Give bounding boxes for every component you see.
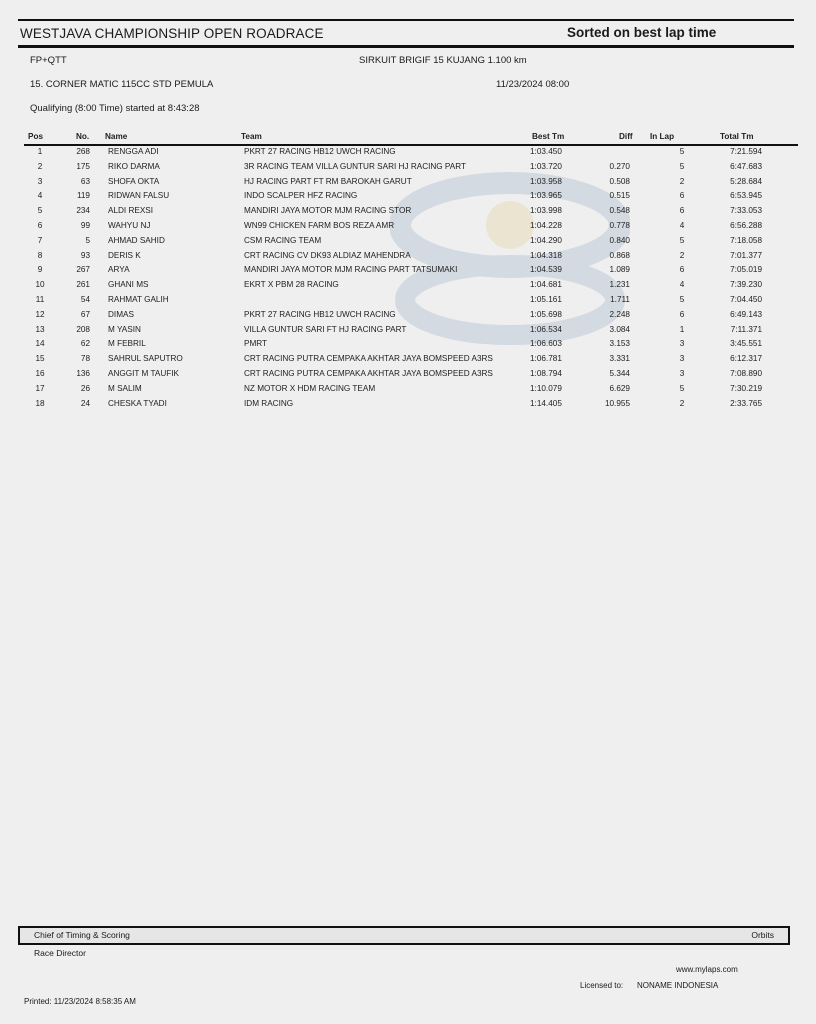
total-time: 7:39.230: [730, 280, 762, 290]
row-pos: 10: [35, 280, 45, 290]
table-row: [0, 399, 816, 414]
in-lap: 5: [679, 147, 685, 156]
rider-name: RAHMAT GALIH: [108, 295, 169, 304]
table-row: [0, 162, 816, 177]
row-number: 99: [80, 221, 90, 230]
best-time: 1:05.161: [530, 295, 562, 304]
gap-diff: 0.868: [609, 250, 630, 260]
rider-name: DIMAS: [108, 309, 134, 319]
row-pos: 16: [35, 369, 45, 378]
team-name: IDM RACING: [244, 398, 294, 408]
row-number: 67: [80, 309, 90, 319]
gap-diff: 3.331: [609, 354, 630, 364]
header-diff: Diff: [619, 132, 633, 141]
in-lap: 6: [679, 191, 685, 201]
rider-name: M FEBRIL: [108, 339, 146, 349]
header-no: No.: [76, 132, 90, 141]
row-pos: 1: [37, 147, 43, 156]
row-number: 208: [76, 324, 90, 334]
in-lap: 2: [679, 250, 685, 260]
gap-diff: 1.089: [609, 265, 630, 275]
total-time: 7:21.594: [730, 147, 762, 156]
team-name: NZ MOTOR X HDM RACING TEAM: [244, 383, 376, 393]
rider-name: ALDI REXSI: [108, 206, 154, 216]
in-lap: 3: [679, 339, 685, 349]
team-name: CRT RACING CV DK93 ALDIAZ MAHENDRA: [244, 250, 411, 260]
row-number: 26: [80, 383, 90, 393]
best-time: 1:04.681: [530, 280, 562, 290]
best-time: 1:14.405: [530, 398, 562, 408]
best-time: 1:03.720: [530, 161, 562, 171]
in-lap: 1: [679, 324, 685, 334]
table-row: [0, 354, 816, 369]
team-name: WN99 CHICKEN FARM BOS REZA AMR: [244, 221, 395, 230]
gap-diff: 0.508: [609, 176, 630, 186]
gap-diff: 10.955: [604, 398, 630, 408]
row-number: 78: [80, 354, 90, 364]
row-pos: 8: [37, 250, 43, 260]
gap-diff: 0.270: [609, 161, 630, 171]
rider-name: SHOFA OKTA: [108, 176, 160, 186]
gap-diff: 0.515: [609, 191, 630, 201]
team-name: CSM RACING TEAM: [244, 235, 322, 245]
in-lap: 5: [679, 235, 685, 245]
team-name: MANDIRI JAYA MOTOR MJM RACING STOR: [244, 206, 412, 216]
row-number: 119: [76, 191, 90, 201]
table-row: [0, 369, 816, 384]
total-time: 3:45.551: [730, 339, 762, 349]
row-number: 175: [76, 161, 90, 171]
table-row: [0, 339, 816, 354]
chief-of-timing-label: Chief of Timing & Scoring: [34, 930, 130, 940]
gap-diff: 1.231: [609, 280, 630, 290]
licensee-name: NONAME INDONESIA: [637, 981, 719, 990]
in-lap: 2: [679, 176, 685, 186]
table-row: [0, 236, 816, 251]
table-row: [0, 310, 816, 325]
header-rule: [24, 144, 798, 146]
row-number: 93: [80, 250, 90, 260]
header-name: Name: [105, 132, 128, 141]
team-name: CRT RACING PUTRA CEMPAKA AKHTAR JAYA BOMSPEED A3RS: [244, 369, 493, 378]
gap-diff: 0.840: [609, 235, 630, 245]
rider-name: RIKO DARMA: [108, 161, 160, 171]
gap-diff: 3.153: [609, 339, 630, 349]
row-pos: 3: [37, 176, 43, 186]
row-number: 261: [76, 280, 90, 290]
session-type: FP+QTT: [30, 55, 67, 66]
row-number: 63: [80, 176, 90, 186]
row-pos: 12: [35, 309, 45, 319]
best-time: 1:04.318: [530, 250, 562, 260]
total-time: 7:01.377: [730, 250, 762, 260]
in-lap: 5: [679, 383, 685, 393]
total-time: 6:56.288: [730, 221, 762, 230]
total-time: 6:47.683: [730, 161, 762, 171]
rider-name: ANGGIT M TAUFIK: [108, 369, 179, 378]
rider-name: ARYA: [108, 265, 130, 275]
header-best: Best Tm: [532, 132, 565, 141]
team-name: 3R RACING TEAM VILLA GUNTUR SARI HJ RACING PART: [244, 161, 467, 171]
row-pos: 18: [35, 398, 45, 408]
rider-name: AHMAD SAHID: [108, 235, 165, 245]
team-name: INDO SCALPER HFZ RACING: [244, 191, 358, 201]
class-name: 15. CORNER MATIC 115CC STD PEMULA: [30, 79, 214, 90]
row-number: 54: [80, 295, 90, 304]
best-time: 1:05.698: [530, 309, 562, 319]
race-director-label: Race Director: [34, 948, 86, 958]
row-number: 234: [76, 206, 90, 216]
row-pos: 6: [37, 221, 43, 230]
table-row: [0, 325, 816, 340]
row-pos: 4: [37, 191, 43, 201]
row-number: 24: [80, 398, 90, 408]
row-number: 5: [85, 235, 90, 245]
header-pos: Pos: [28, 132, 44, 141]
team-name: VILLA GUNTUR SARI FT HJ RACING PART: [244, 324, 407, 334]
header-in-lap: In Lap: [650, 132, 675, 141]
total-time: 7:11.371: [730, 324, 762, 334]
rider-name: RENGGA ADI: [108, 147, 159, 156]
team-name: HJ RACING PART FT RM BAROKAH GARUT: [244, 176, 412, 186]
in-lap: 4: [679, 280, 685, 290]
row-pos: 9: [37, 265, 43, 275]
gap-diff: 6.629: [609, 383, 630, 393]
gap-diff: 0.778: [609, 221, 630, 230]
best-time: 1:03.450: [530, 147, 562, 156]
header-team: Team: [241, 132, 262, 141]
total-time: 7:33.053: [730, 206, 762, 216]
in-lap: 5: [679, 161, 685, 171]
in-lap: 6: [679, 309, 685, 319]
table-row: [0, 251, 816, 266]
website-link[interactable]: www.mylaps.com: [676, 965, 738, 974]
rider-name: CHESKA TYADI: [108, 398, 167, 408]
best-time: 1:03.998: [530, 206, 562, 216]
rider-name: DERIS K: [108, 250, 141, 260]
total-time: 7:08.890: [730, 369, 762, 378]
title-rule: [18, 45, 794, 48]
best-time: 1:06.603: [530, 339, 562, 349]
championship-title: WESTJAVA CHAMPIONSHIP OPEN ROADRACE: [20, 26, 324, 41]
row-pos: 5: [37, 206, 43, 216]
table-row: [0, 265, 816, 280]
table-row: [0, 280, 816, 295]
table-row: [0, 147, 816, 162]
row-pos: 13: [35, 324, 45, 334]
row-pos: 17: [35, 383, 45, 393]
table-row: [0, 295, 816, 310]
team-name: MANDIRI JAYA MOTOR MJM RACING PART TATSUMAKI: [244, 265, 458, 275]
in-lap: 5: [679, 295, 685, 304]
in-lap: 4: [679, 221, 685, 230]
best-time: 1:03.965: [530, 191, 562, 201]
in-lap: 6: [679, 265, 685, 275]
gap-diff: 2.248: [609, 309, 630, 319]
rider-name: M YASIN: [108, 324, 141, 334]
session-info: Qualifying (8:00 Time) started at 8:43:28: [30, 103, 200, 114]
best-time: 1:04.539: [530, 265, 562, 275]
total-time: 6:49.143: [730, 309, 762, 319]
row-number: 267: [76, 265, 90, 275]
row-pos: 11: [35, 295, 45, 304]
circuit-name: SIRKUIT BRIGIF 15 KUJANG 1.100 km: [359, 55, 527, 66]
best-time: 1:04.228: [530, 221, 562, 230]
rider-name: RIDWAN FALSU: [108, 191, 170, 201]
row-pos: 15: [35, 354, 45, 364]
best-time: 1:04.290: [530, 235, 562, 245]
row-number: 136: [76, 369, 90, 378]
total-time: 6:12.317: [730, 354, 762, 364]
total-time: 6:53.945: [730, 191, 762, 201]
top-rule: [18, 19, 794, 21]
row-number: 62: [80, 339, 90, 349]
best-time: 1:06.781: [530, 354, 562, 364]
gap-diff: 5.344: [609, 369, 630, 378]
printed-timestamp: Printed: 11/23/2024 8:58:35 AM: [24, 997, 136, 1006]
in-lap: 6: [679, 206, 685, 216]
best-time: 1:06.534: [530, 324, 562, 334]
best-time: 1:08.794: [530, 369, 562, 378]
team-name: EKRT X PBM 28 RACING: [244, 280, 339, 290]
team-name: CRT RACING PUTRA CEMPAKA AKHTAR JAYA BOMSPEED A3RS: [244, 354, 493, 364]
table-row: [0, 221, 816, 236]
row-number: 268: [76, 147, 90, 156]
rider-name: SAHRUL SAPUTRO: [108, 354, 183, 364]
table-row: [0, 384, 816, 399]
total-time: 7:18.058: [730, 235, 762, 245]
row-pos: 2: [37, 161, 43, 171]
table-row: [0, 206, 816, 221]
team-name: PMRT: [244, 339, 268, 349]
header-total: Total Tm: [720, 132, 754, 141]
licensed-label: Licensed to:: [580, 981, 624, 990]
footer-bar: [18, 926, 790, 945]
event-date-time: 11/23/2024 08:00: [496, 79, 570, 90]
best-time: 1:10.079: [530, 383, 562, 393]
total-time: 5:28.684: [730, 176, 762, 186]
rider-name: GHANI MS: [108, 280, 149, 290]
orbits-label: Orbits: [751, 930, 774, 940]
best-time: 1:03.958: [530, 176, 562, 186]
row-pos: 14: [35, 339, 45, 349]
gap-diff: 1.711: [610, 295, 630, 304]
in-lap: 3: [679, 369, 685, 378]
table-row: [0, 191, 816, 206]
team-name: PKRT 27 RACING HB12 UWCH RACING: [244, 309, 396, 319]
total-time: 7:04.450: [730, 295, 762, 304]
total-time: 7:05.019: [730, 265, 762, 275]
rider-name: M SALIM: [108, 383, 142, 393]
table-row: [0, 177, 816, 192]
total-time: 2:33.765: [730, 398, 762, 408]
row-pos: 7: [37, 235, 43, 245]
sort-label: Sorted on best lap time: [567, 25, 717, 40]
in-lap: 2: [679, 398, 685, 408]
total-time: 7:30.219: [730, 383, 762, 393]
rider-name: WAHYU NJ: [108, 221, 151, 230]
team-name: PKRT 27 RACING HB12 UWCH RACING: [244, 147, 396, 156]
gap-diff: 0.548: [609, 206, 630, 216]
gap-diff: 3.084: [609, 324, 630, 334]
in-lap: 3: [679, 354, 685, 364]
